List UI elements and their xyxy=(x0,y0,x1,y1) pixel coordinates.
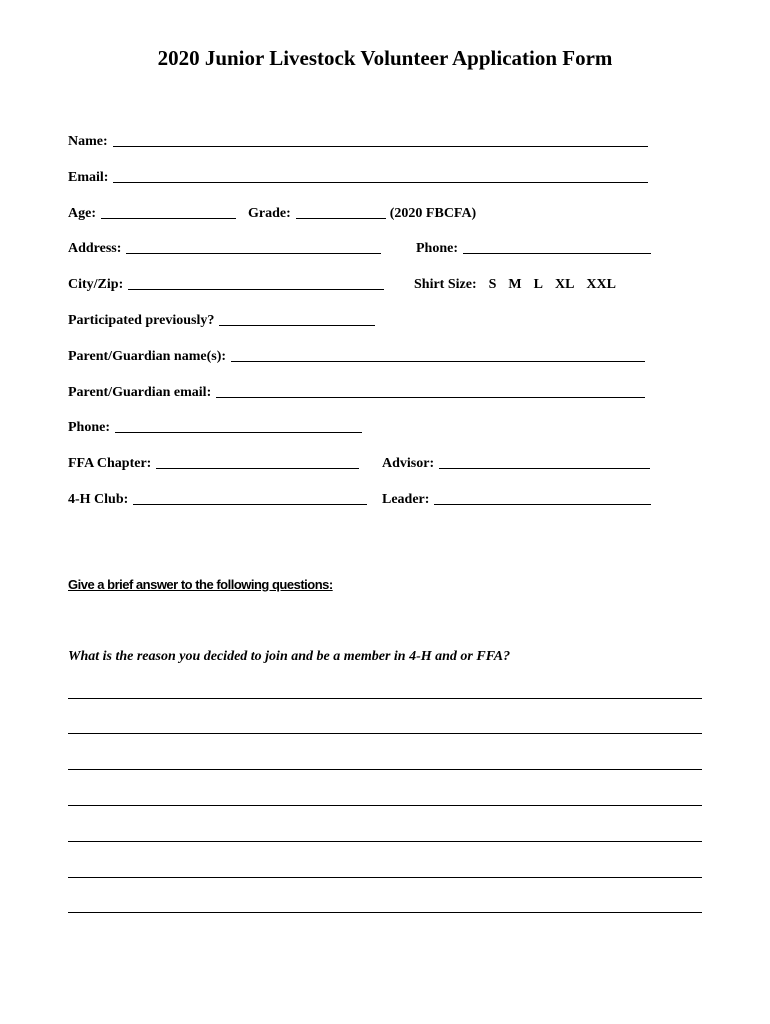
email-label: Email: xyxy=(68,170,109,185)
shirt-size-label: Shirt Size: xyxy=(414,277,477,292)
club-4h-row xyxy=(68,488,367,508)
advisor-row xyxy=(382,452,650,472)
grade-label: Grade: xyxy=(248,206,291,221)
section-heading: Give a brief answer to the following questions: xyxy=(68,577,333,592)
answer-line[interactable] xyxy=(68,769,702,770)
ffa-chapter-field[interactable] xyxy=(156,454,359,469)
participated-label: Participated previously? xyxy=(68,313,215,328)
participated-field[interactable] xyxy=(219,311,375,326)
age-grade-row xyxy=(68,202,476,222)
leader-field[interactable] xyxy=(434,490,651,505)
parent-phone-field[interactable] xyxy=(115,418,362,433)
address-label: Address: xyxy=(68,241,122,256)
advisor-label: Advisor: xyxy=(382,456,435,471)
ffa-chapter-row xyxy=(68,452,359,472)
form-title: 2020 Junior Livestock Volunteer Application Form xyxy=(157,46,613,70)
answer-line[interactable] xyxy=(68,805,702,806)
participated-row xyxy=(68,309,375,329)
phone-row xyxy=(416,237,651,257)
parent-phone-row xyxy=(68,416,362,436)
grade-field[interactable] xyxy=(296,204,386,219)
parent-phone-label: Phone: xyxy=(68,420,110,435)
parent-email-label: Parent/Guardian email: xyxy=(68,385,212,400)
age-label: Age: xyxy=(68,206,96,221)
name-label: Name: xyxy=(68,134,108,149)
club-4h-field[interactable] xyxy=(133,490,367,505)
phone-label: Phone: xyxy=(416,241,458,256)
parent-name-label: Parent/Guardian name(s): xyxy=(68,349,227,364)
answer-line[interactable] xyxy=(68,841,702,842)
address-row xyxy=(68,237,381,257)
parent-email-row xyxy=(68,381,645,401)
shirt-size-row xyxy=(414,273,616,293)
city-zip-label: City/Zip: xyxy=(68,277,124,292)
shirt-size-m[interactable]: M xyxy=(508,277,522,292)
answer-line[interactable] xyxy=(68,733,702,734)
city-zip-row xyxy=(68,273,384,293)
answer-line[interactable] xyxy=(68,912,702,913)
email-row xyxy=(68,166,648,186)
answer-line[interactable] xyxy=(68,877,702,878)
parent-email-field[interactable] xyxy=(216,383,645,398)
shirt-size-l[interactable]: L xyxy=(533,277,543,292)
question-1: What is the reason you decided to join and be a member in 4-H and or FFA? xyxy=(68,649,511,664)
address-field[interactable] xyxy=(126,239,381,254)
email-field[interactable] xyxy=(113,168,648,183)
shirt-size-xl[interactable]: XL xyxy=(554,277,575,292)
club-4h-label: 4-H Club: xyxy=(68,492,129,507)
name-row xyxy=(68,130,648,150)
name-field[interactable] xyxy=(113,132,648,147)
city-zip-field[interactable] xyxy=(128,275,384,290)
shirt-size-s[interactable]: S xyxy=(488,277,497,292)
leader-label: Leader: xyxy=(382,492,430,507)
parent-name-field[interactable] xyxy=(231,347,645,362)
advisor-field[interactable] xyxy=(439,454,650,469)
age-field[interactable] xyxy=(101,204,236,219)
answer-line[interactable] xyxy=(68,698,702,699)
phone-field[interactable] xyxy=(463,239,651,254)
leader-row xyxy=(382,488,651,508)
shirt-size-xxl[interactable]: XXL xyxy=(586,277,616,292)
parent-name-row xyxy=(68,345,645,365)
grade-note: (2020 FBCFA) xyxy=(389,206,477,221)
ffa-chapter-label: FFA Chapter: xyxy=(68,456,152,471)
